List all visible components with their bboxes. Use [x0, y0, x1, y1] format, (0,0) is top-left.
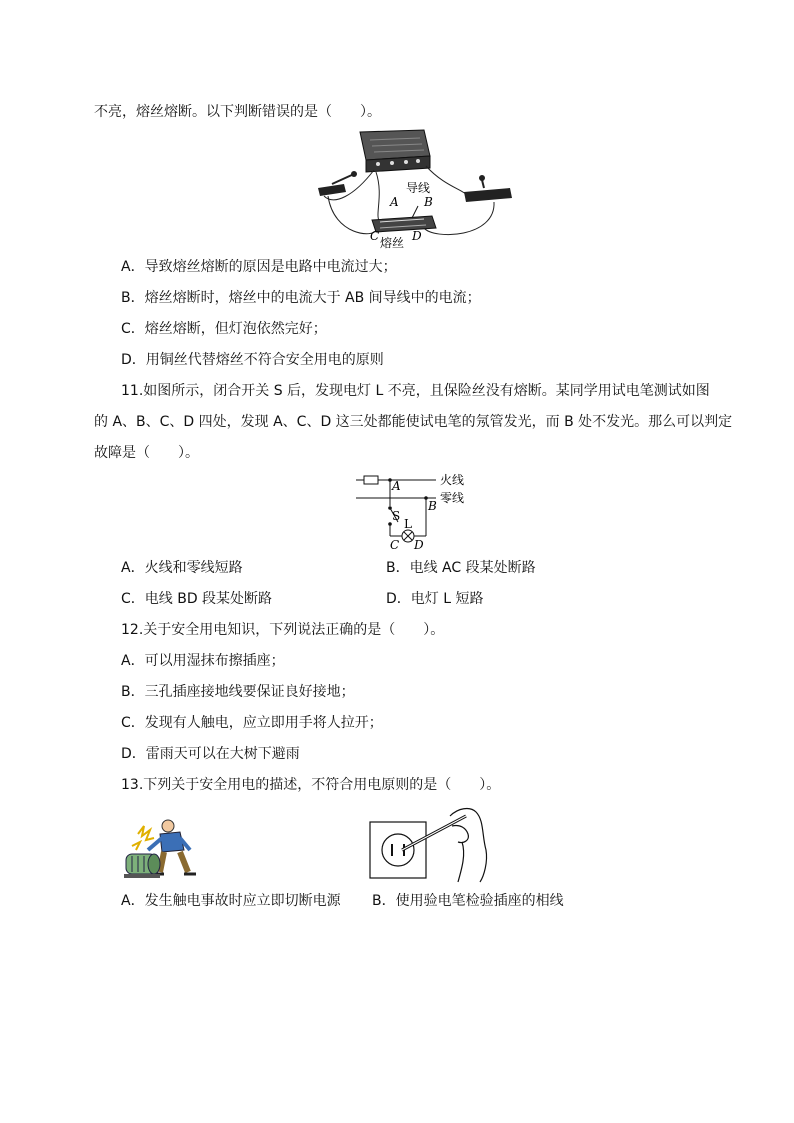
right-lamp-socket-icon	[464, 175, 512, 202]
fuse-point-c: C	[370, 229, 380, 243]
q10-option-b: B．熔丝熔断时，熔丝中的电流大于 AB 间导线中的电流；	[121, 290, 481, 306]
circuit-point-c: C	[390, 538, 400, 552]
q11-option-d: D．电灯 L 短路	[386, 591, 484, 607]
fuse-symbol	[364, 476, 378, 484]
fuse-label: 熔丝	[380, 236, 405, 250]
q13-option-b: B．使用验电笔检验插座的相线	[372, 893, 564, 909]
neutral-wire-label: 零线	[440, 491, 465, 505]
q11-stem-line-1: 11.如图所示，闭合开关 S 后，发现电灯 L 不亮，且保险丝没有熔断。某同学用试电笔测试如图	[121, 383, 710, 399]
q11-option-c: C．电线 BD 段某处断路	[121, 591, 273, 607]
circuit-point-d: D	[414, 538, 424, 552]
circuit-diagram-figure	[354, 470, 474, 552]
wire-label: 导线	[406, 181, 431, 195]
q11-stem-line-2: 的 A、B、C、D 四处，发现 A、C、D 这三处都能使试电笔的氖管发光，而 B 处不发光。那么可以判定	[94, 414, 733, 430]
q10-stem-end: 不亮，熔丝熔断。以下判断错误的是（ ）。	[94, 104, 381, 120]
q13-option-a: A．发生触电事故时应立即切断电源	[121, 893, 341, 909]
fuse-point-d: D	[412, 229, 422, 243]
q10-option-c: C．熔丝熔断，但灯泡依然完好；	[121, 321, 327, 337]
q12-stem: 12.关于安全用电知识，下列说法正确的是（ ）。	[121, 622, 445, 638]
switch-label: S	[392, 509, 401, 523]
socket-icon	[370, 822, 426, 878]
lamp-symbol	[402, 530, 414, 542]
q12-option-d: D．雷雨天可以在大树下避雨	[121, 746, 300, 762]
q10-option-d: D．用铜丝代替熔丝不符合安全用电的原则	[121, 352, 384, 368]
fuse-point-a: A	[390, 195, 399, 209]
q12-option-a: A．可以用湿抹布擦插座；	[121, 653, 285, 669]
q12-option-b: B．三孔插座接地线要保证良好接地；	[121, 684, 355, 700]
q11-option-a: A．火线和零线短路	[121, 560, 243, 576]
hand-icon	[450, 809, 487, 882]
fuse-point-b: B	[424, 195, 433, 209]
fuse-experiment-figure	[314, 126, 520, 250]
circuit-point-b: B	[428, 499, 437, 513]
left-lamp-socket-icon	[318, 171, 357, 196]
test-pen-socket-figure	[366, 806, 494, 884]
q11-option-b: B．电线 AC 段某处断路	[386, 560, 536, 576]
lamp-label: L	[404, 517, 412, 531]
q12-option-c: C．发现有人触电，应立即用手将人拉开；	[121, 715, 383, 731]
q10-option-a: A．导致熔丝熔断的原因是电路中电流过大；	[121, 259, 397, 275]
electric-shock-figure	[124, 816, 208, 882]
q11-stem-line-3: 故障是（ ）。	[94, 445, 199, 461]
live-wire-label: 火线	[440, 473, 465, 487]
motor-icon	[124, 854, 160, 878]
circuit-point-a: A	[392, 479, 401, 493]
power-supply-icon	[360, 130, 430, 172]
q13-stem: 13.下列关于安全用电的描述，不符合用电原则的是（ ）。	[121, 777, 501, 793]
